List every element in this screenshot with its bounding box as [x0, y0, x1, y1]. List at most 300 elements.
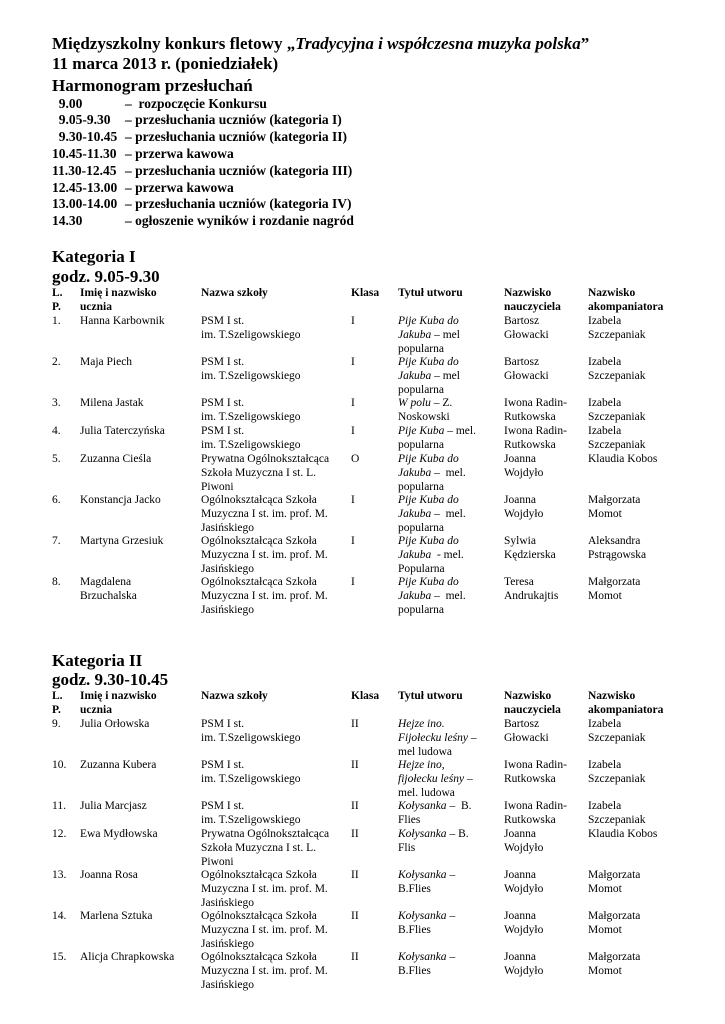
cell-lp-line: 6.	[52, 494, 61, 506]
cell-teacher	[504, 453, 584, 481]
cell-accompanist-line: Małgorzata	[588, 869, 641, 881]
cell-title-line	[398, 732, 498, 746]
cell-school-line: Jasińskiego	[201, 562, 255, 575]
cell-title	[398, 356, 498, 397]
cell-lp	[52, 453, 78, 467]
cell-school-line: Ogólnokształcąca Szkoła	[201, 535, 317, 547]
cell-school-line: im. T.Szeligowskiego	[201, 772, 301, 785]
cell-title	[398, 494, 498, 535]
cell-name-line: Magdalena	[80, 576, 132, 588]
title-plain: Flis	[398, 841, 416, 854]
cell-title-line	[398, 828, 498, 842]
cell-teacher-line: Wojdyło	[504, 923, 544, 936]
cell-teacher	[504, 315, 584, 343]
title-plain: – mel.	[431, 507, 466, 520]
header-name-line: Imię i nazwisko	[80, 287, 157, 299]
cell-accompanist	[588, 576, 688, 604]
cell-teacher-line: Rutkowska	[504, 772, 556, 785]
cell-title	[398, 869, 498, 897]
title-italic: Kołysanka	[398, 869, 447, 881]
schedule-row	[52, 180, 472, 196]
cell-school-line: Ogólnokształcąca Szkoła	[201, 576, 317, 588]
cell-accompanist-line: Szczepaniak	[588, 369, 646, 382]
title-italic: Fijołecku leśny	[398, 731, 468, 744]
cell-teacher	[504, 828, 584, 856]
cell-class-line: I	[351, 397, 355, 409]
cell-accompanist	[588, 951, 688, 979]
cell-title-line	[398, 759, 498, 773]
schedule-text: – rozpoczęcie Konkursu	[125, 96, 267, 111]
cell-title	[398, 397, 498, 425]
cell-name	[80, 576, 198, 604]
title-plain: –	[467, 731, 477, 744]
header-title	[398, 690, 498, 704]
cell-school-line: Ogólnokształcąca Szkoła	[201, 869, 317, 881]
cell-class-line: I	[351, 576, 355, 588]
table-row	[52, 535, 682, 576]
header-class	[351, 690, 391, 704]
cell-school-line: Prywatna Ogólnokształcąca	[201, 453, 330, 465]
cell-class-line: I	[351, 494, 355, 506]
title-plain: popularna	[398, 521, 444, 534]
cell-lp-line: 12.	[52, 828, 67, 840]
cell-lp	[52, 951, 78, 965]
cell-teacher-line: Kędzierska	[504, 548, 556, 561]
table-row	[52, 800, 682, 828]
title-plain: popularna	[398, 480, 444, 493]
cell-title	[398, 759, 498, 800]
cell-school-line: Jasińskiego	[201, 521, 255, 534]
table-row	[52, 576, 682, 617]
cell-lp	[52, 356, 78, 370]
header-class-line: Klasa	[351, 287, 380, 299]
cell-teacher	[504, 910, 584, 938]
header-lp	[52, 287, 78, 315]
cell-name	[80, 718, 198, 732]
schedule-heading: Harmonogram przesłuchań	[52, 76, 253, 95]
cell-accompanist-line: Klaudia Kobos	[588, 828, 658, 840]
cell-teacher	[504, 718, 584, 746]
table-row	[52, 718, 682, 759]
table-row	[52, 315, 682, 356]
cell-accompanist-line: Małgorzata	[588, 576, 641, 588]
header-title-line: Tytuł utworu	[398, 690, 463, 702]
cell-class	[351, 535, 391, 549]
header-school	[201, 690, 351, 704]
cell-teacher-line: Bartosz	[504, 356, 540, 368]
cell-teacher-line: Iwona Radin-	[504, 759, 567, 771]
cell-class-line: I	[351, 535, 355, 547]
cell-title-line	[398, 535, 498, 549]
cell-teacher-line: Rutkowska	[504, 813, 556, 826]
schedule-time: 9.00	[52, 96, 83, 111]
title-plain: – B.	[446, 800, 472, 812]
contest-title	[52, 34, 589, 53]
cell-teacher-line: Teresa	[504, 576, 534, 588]
cell-teacher-line: Głowacki	[504, 328, 549, 341]
title-italic: Pije Kuba	[398, 425, 445, 437]
contest-date: 11 marca 2013 r. (poniedziałek)	[52, 54, 279, 73]
cell-teacher-line: Joanna	[504, 869, 536, 881]
title-italic: Pije Kuba do	[398, 535, 459, 547]
title-italic: Pije Kuba do	[398, 494, 459, 506]
contest-title-prefix: Międzyszkolny konkurs fletowy „	[52, 34, 296, 53]
cell-teacher-line: Joanna	[504, 453, 536, 465]
cell-accompanist-line: Momot	[588, 589, 622, 602]
cell-name	[80, 910, 198, 924]
cell-accompanist-line: Izabela	[588, 759, 622, 771]
title-plain: – mel	[431, 328, 460, 341]
cell-name-line: Zuzanna Cieśla	[80, 453, 152, 465]
table-row	[52, 397, 682, 425]
header-teacher	[504, 287, 584, 315]
cell-school	[201, 718, 351, 746]
cell-title-line	[398, 800, 498, 814]
cell-name	[80, 951, 198, 965]
title-italic: Hejze ino,	[398, 759, 445, 771]
cell-lp-line: 2.	[52, 356, 61, 368]
table-row	[52, 910, 682, 951]
cell-accompanist-line: Izabela	[588, 800, 622, 812]
cell-class-line: I	[351, 315, 355, 327]
cell-accompanist-line: Szczepaniak	[588, 328, 646, 341]
cell-teacher-line: Sylwia	[504, 535, 536, 547]
cell-teacher-line: Andrukajtis	[504, 589, 559, 602]
schedule-text: – przesłuchania uczniów (kategoria IV)	[125, 196, 352, 211]
cell-title-line	[398, 315, 498, 329]
cell-teacher-line: Wojdyło	[504, 466, 544, 479]
title-plain: popularna	[398, 438, 444, 451]
title-plain: –	[446, 869, 456, 881]
cell-accompanist	[588, 869, 688, 897]
cell-school-line: PSM I st.	[201, 425, 245, 437]
cell-school	[201, 576, 351, 617]
table-row	[52, 453, 682, 494]
cell-accompanist-line: Izabela	[588, 356, 622, 368]
cell-class	[351, 576, 391, 590]
cell-title-line	[398, 746, 498, 760]
cell-title-line	[398, 467, 498, 481]
cell-title-line	[398, 343, 498, 357]
cell-lp	[52, 828, 78, 842]
cell-title	[398, 800, 498, 828]
cell-class	[351, 828, 391, 842]
category-title: Kategoria II	[52, 651, 143, 670]
cell-accompanist-line: Małgorzata	[588, 951, 641, 963]
cell-lp	[52, 910, 78, 924]
title-italic: Kołysanka	[398, 910, 447, 922]
cell-title-line	[398, 453, 498, 467]
cell-lp-line: 5.	[52, 453, 61, 465]
title-plain: popularna	[398, 342, 444, 355]
cell-school-line: im. T.Szeligowskiego	[201, 438, 301, 451]
cell-title-line	[398, 439, 498, 453]
cell-school-line: Prywatna Ogólnokształcąca	[201, 828, 330, 840]
participants-table	[52, 287, 682, 617]
cell-teacher-line: Głowacki	[504, 369, 549, 382]
title-plain: –	[446, 910, 456, 922]
title-italic: Jakuba	[398, 369, 432, 382]
cell-name-line: Hanna Karbownik	[80, 315, 165, 327]
title-plain: popularna	[398, 603, 444, 616]
cell-school-line: Muzyczna I st. im. prof. M.	[201, 507, 328, 520]
cell-class	[351, 910, 391, 924]
header-class	[351, 287, 391, 301]
title-italic: Pije Kuba do	[398, 315, 459, 327]
cell-name-line: Konstancja Jacko	[80, 494, 161, 506]
cell-accompanist-line: Szczepaniak	[588, 813, 646, 826]
cell-class-line: II	[351, 759, 359, 771]
header-accompanist	[588, 287, 688, 315]
table-row	[52, 494, 682, 535]
cell-teacher	[504, 576, 584, 604]
schedule-row	[52, 163, 472, 179]
header-title-line: Tytuł utworu	[398, 287, 463, 299]
cell-accompanist	[588, 425, 688, 453]
cell-title-line	[398, 356, 498, 370]
cell-lp	[52, 800, 78, 814]
cell-accompanist	[588, 800, 688, 828]
cell-accompanist-line: Małgorzata	[588, 910, 641, 922]
cell-school-line: Jasińskiego	[201, 896, 255, 909]
schedule-time: 14.30	[52, 213, 83, 228]
cell-title-line	[398, 965, 498, 979]
cell-accompanist	[588, 453, 688, 467]
cell-teacher-line: Bartosz	[504, 718, 540, 730]
title-plain: –	[464, 772, 473, 785]
cell-title-line	[398, 773, 498, 787]
table-row	[52, 869, 682, 910]
header-accompanist-line: Nazwisko	[588, 287, 636, 299]
schedule-text: – przesłuchania uczniów (kategoria I)	[125, 112, 342, 127]
cell-title-line	[398, 522, 498, 536]
cell-title	[398, 453, 498, 494]
cell-title-line	[398, 787, 498, 801]
title-italic: Pije Kuba do	[398, 576, 459, 588]
table-row	[52, 759, 682, 800]
cell-teacher	[504, 759, 584, 787]
cell-class	[351, 869, 391, 883]
cell-school	[201, 425, 351, 453]
cell-lp-line: 7.	[52, 535, 61, 547]
cell-accompanist-line: Momot	[588, 882, 622, 895]
title-plain: – Z.	[430, 397, 453, 409]
cell-lp	[52, 759, 78, 773]
title-italic: fijołecku leśny	[398, 772, 465, 785]
cell-class	[351, 718, 391, 732]
cell-school-line: PSM I st.	[201, 397, 245, 409]
schedule-time: 9.30-10.45	[52, 129, 118, 144]
cell-lp	[52, 718, 78, 732]
cell-lp-line: 10.	[52, 759, 67, 771]
cell-accompanist	[588, 759, 688, 787]
title-plain: B.Flies	[398, 964, 431, 977]
header-school-line: Nazwa szkoły	[201, 690, 268, 702]
title-plain: popularna	[398, 383, 444, 396]
cell-title-line	[398, 494, 498, 508]
cell-teacher-line: Iwona Radin-	[504, 425, 567, 437]
cell-title-line	[398, 924, 498, 938]
table-row	[52, 356, 682, 397]
cell-teacher	[504, 425, 584, 453]
cell-name	[80, 397, 198, 411]
cell-school-line: Ogólnokształcąca Szkoła	[201, 951, 317, 963]
title-plain: – mel.	[431, 466, 466, 479]
cell-title-line	[398, 576, 498, 590]
schedule-text: – przesłuchania uczniów (kategoria II)	[125, 129, 347, 144]
cell-teacher-line: Rutkowska	[504, 438, 556, 451]
cell-school-line: im. T.Szeligowskiego	[201, 410, 301, 423]
title-plain: B.Flies	[398, 882, 431, 895]
header-lp-line: L.	[52, 287, 63, 299]
cell-school-line: Jasińskiego	[201, 978, 255, 991]
cell-accompanist-line: Aleksandra	[588, 535, 641, 547]
cell-class-line: I	[351, 356, 355, 368]
cell-name	[80, 425, 198, 439]
schedule-text: – przerwa kawowa	[125, 146, 234, 161]
schedule-time: 11.30-12.45	[52, 163, 117, 178]
cell-accompanist-line: Pstrągowska	[588, 548, 647, 561]
cell-teacher-line: Bartosz	[504, 315, 540, 327]
cell-school	[201, 800, 351, 828]
cell-name-line: Brzuchalska	[80, 589, 137, 602]
cell-accompanist-line: Szczepaniak	[588, 772, 646, 785]
cell-name-line: Maja Piech	[80, 356, 133, 368]
cell-class	[351, 800, 391, 814]
cell-title-line	[398, 842, 498, 856]
cell-accompanist-line: Małgorzata	[588, 494, 641, 506]
cell-school-line: Jasińskiego	[201, 603, 255, 616]
title-italic: W polu	[398, 397, 431, 409]
cell-teacher-line: Joanna	[504, 494, 536, 506]
cell-title	[398, 535, 498, 576]
schedule-time: 10.45-11.30	[52, 146, 117, 161]
cell-teacher-line: Wojdyło	[504, 841, 544, 854]
schedule-text: – przesłuchania uczniów (kategoria III)	[125, 163, 353, 178]
cell-school-line: im. T.Szeligowskiego	[201, 369, 301, 382]
cell-teacher	[504, 535, 584, 563]
cell-school-line: im. T.Szeligowskiego	[201, 813, 301, 826]
cell-title-line	[398, 718, 498, 732]
cell-school	[201, 494, 351, 535]
schedule-text: – przerwa kawowa	[125, 180, 234, 195]
cell-title	[398, 315, 498, 356]
cell-lp	[52, 869, 78, 883]
cell-lp-line: 3.	[52, 397, 61, 409]
title-italic: Pije Kuba do	[398, 356, 459, 368]
title-plain: Flies	[398, 813, 421, 826]
cell-class-line: II	[351, 800, 359, 812]
title-plain: B.Flies	[398, 923, 431, 936]
header-lp-line: P.	[52, 703, 61, 716]
cell-name	[80, 800, 198, 814]
category-hours: godz. 9.30-10.45	[52, 670, 169, 689]
cell-class-line: II	[351, 828, 359, 840]
table-row	[52, 951, 682, 992]
cell-accompanist-line: Momot	[588, 964, 622, 977]
title-italic: Hejze ino.	[398, 718, 445, 730]
schedule-row	[52, 129, 472, 145]
cell-teacher	[504, 800, 584, 828]
cell-accompanist-line: Izabela	[588, 315, 622, 327]
cell-title	[398, 576, 498, 617]
cell-school-line: PSM I st.	[201, 718, 245, 730]
title-italic: Pije Kuba do	[398, 453, 459, 465]
header-class-line: Klasa	[351, 690, 380, 702]
cell-school-line: PSM I st.	[201, 315, 245, 327]
header-accompanist-line: akompaniatora	[588, 703, 664, 716]
cell-title-line	[398, 425, 498, 439]
cell-name-line: Marlena Sztuka	[80, 910, 153, 922]
header-accompanist-line: akompaniatora	[588, 300, 664, 313]
cell-class-line: O	[351, 453, 360, 465]
cell-school-line: Muzyczna I st. im. prof. M.	[201, 882, 328, 895]
cell-title-line	[398, 563, 498, 577]
cell-accompanist	[588, 718, 688, 746]
cell-teacher-line: Wojdyło	[504, 507, 544, 520]
cell-class	[351, 425, 391, 439]
cell-lp	[52, 315, 78, 329]
cell-teacher-line: Rutkowska	[504, 410, 556, 423]
cell-school-line: Szkoła Muzyczna I st. L.	[201, 841, 316, 854]
cell-teacher-line: Głowacki	[504, 731, 549, 744]
cell-title-line	[398, 508, 498, 522]
cell-title-line	[398, 951, 498, 965]
schedule-row	[52, 213, 472, 229]
header-name-line: ucznia	[80, 703, 112, 716]
cell-name-line: Julia Marcjasz	[80, 800, 147, 812]
title-italic: Jakuba	[398, 328, 432, 341]
cell-title-line	[398, 590, 498, 604]
title-italic: Jakuba	[398, 466, 432, 479]
cell-name	[80, 356, 198, 370]
cell-school-line: Ogólnokształcąca Szkoła	[201, 494, 317, 506]
cell-class	[351, 759, 391, 773]
title-italic: Jakuba	[398, 589, 432, 602]
cell-name	[80, 869, 198, 883]
table-row	[52, 828, 682, 869]
cell-name	[80, 315, 198, 329]
title-plain: – mel.	[431, 589, 466, 602]
cell-class	[351, 453, 391, 467]
cell-title-line	[398, 814, 498, 828]
schedule-text: – ogłoszenie wyników i rozdanie nagród	[125, 213, 354, 228]
table-header	[52, 287, 682, 315]
cell-school-line: Muzyczna I st. im. prof. M.	[201, 589, 328, 602]
cell-school	[201, 453, 351, 494]
cell-title-line	[398, 869, 498, 883]
title-plain: Noskowski	[398, 410, 450, 423]
cell-accompanist-line: Izabela	[588, 425, 622, 437]
schedule-row	[52, 196, 472, 212]
schedule-row	[52, 146, 472, 162]
cell-title-line	[398, 411, 498, 425]
cell-school	[201, 951, 351, 992]
cell-teacher	[504, 397, 584, 425]
title-plain: – B.	[446, 828, 469, 840]
cell-class-line: II	[351, 951, 359, 963]
cell-name-line: Joanna Rosa	[80, 869, 138, 881]
cell-accompanist-line: Momot	[588, 507, 622, 520]
cell-accompanist	[588, 910, 688, 938]
cell-accompanist	[588, 356, 688, 384]
cell-lp-line: 13.	[52, 869, 67, 881]
cell-school-line: PSM I st.	[201, 759, 245, 771]
participants-table	[52, 690, 682, 992]
schedule-row	[52, 112, 472, 128]
cell-title-line	[398, 549, 498, 563]
cell-lp-line: 14.	[52, 910, 67, 922]
